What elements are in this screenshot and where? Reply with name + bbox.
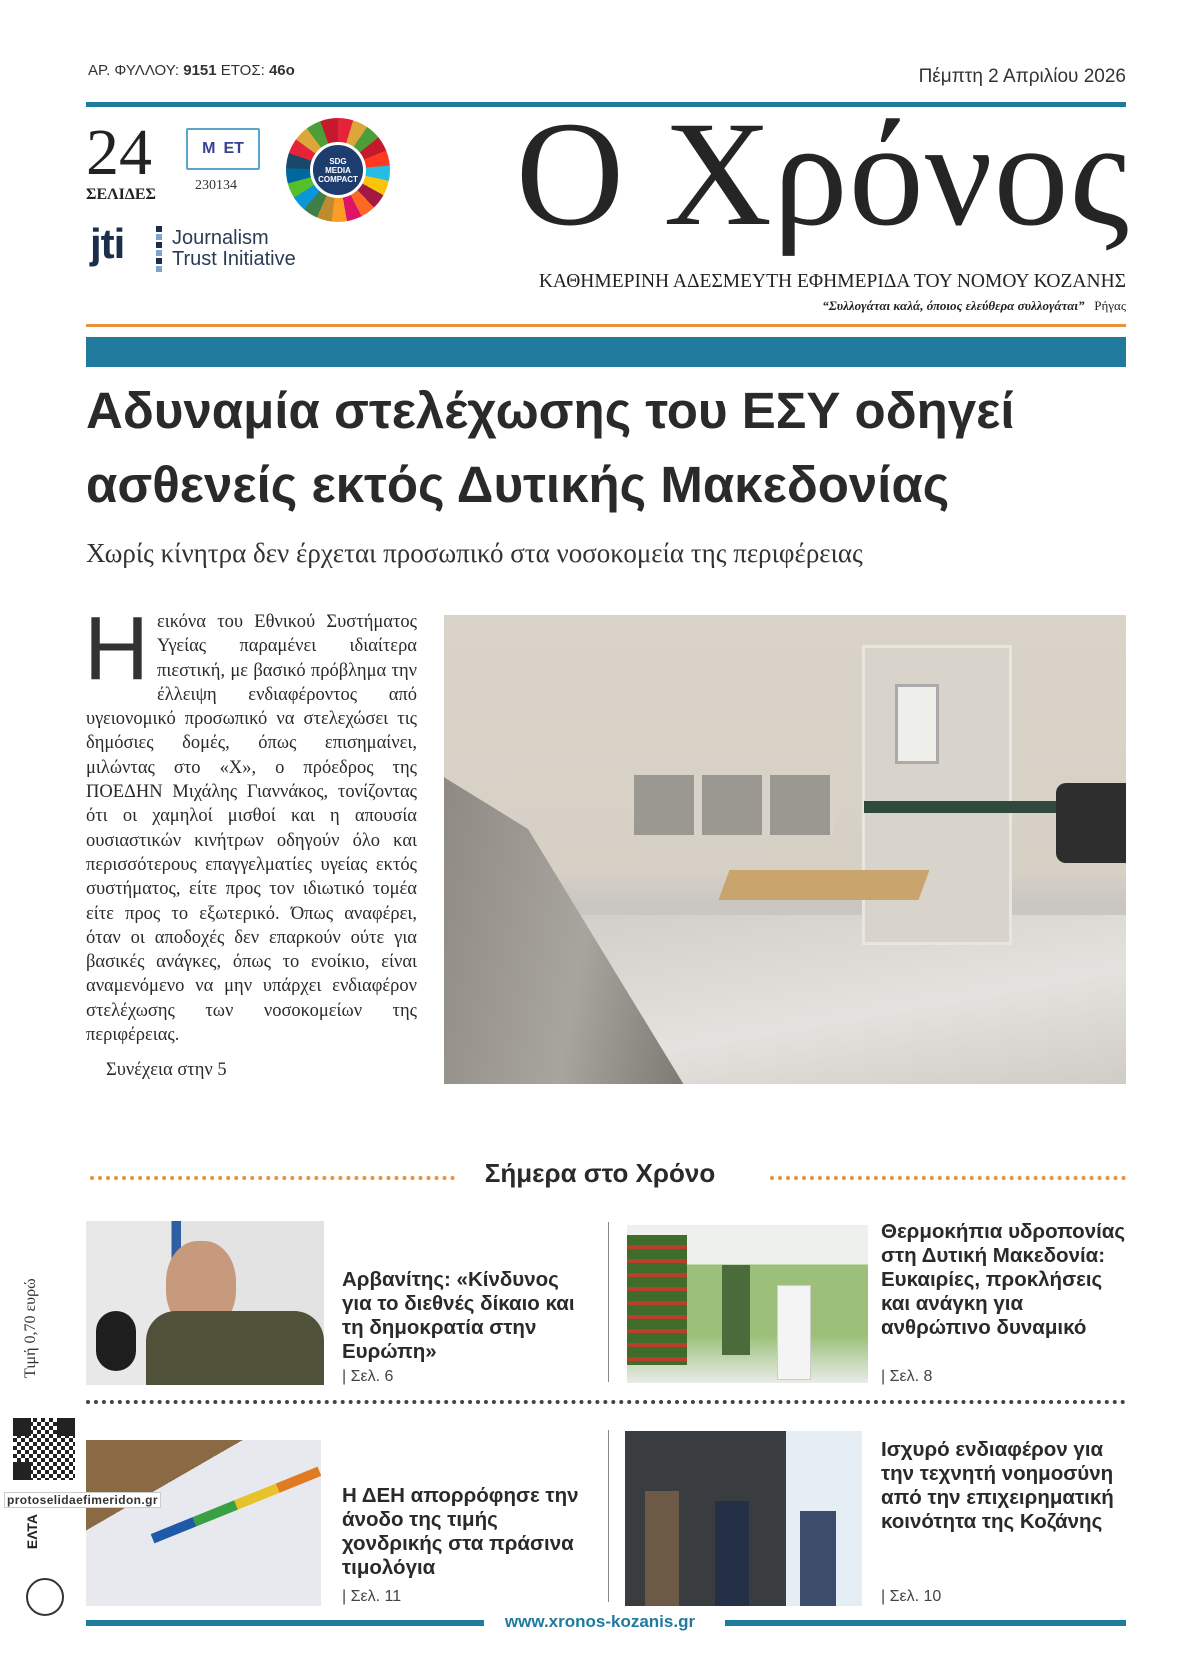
jti-line: Journalism (172, 227, 269, 249)
lead-photo-hospital-waiting-room (444, 615, 1126, 1084)
pages-count: 24 (86, 116, 152, 189)
photo-jacket (146, 1311, 324, 1385)
lead-article-body (84, 599, 417, 1047)
photo-door (862, 645, 1012, 945)
elta-logo: ΕΛΤΑ (24, 1514, 40, 1550)
photo-person (645, 1491, 679, 1606)
sdg-text: MEDIA (325, 165, 351, 175)
met-logo-left: Μ (202, 140, 216, 157)
issue-info (88, 62, 295, 79)
year-number: 46ο (268, 62, 295, 79)
photo-energy-scale (151, 1467, 321, 1544)
jti-logo: jti (90, 220, 125, 267)
motto (444, 298, 1126, 314)
photo-microphone (96, 1311, 136, 1371)
photo-worker (722, 1265, 750, 1355)
sdg-logo-center (310, 142, 366, 198)
jti-logo-bar (156, 226, 162, 272)
headline-line: ασθενείς εκτός Δυτικής Μακεδονίας (86, 456, 950, 513)
headline-line: Αδυναμία στελέχωσης του ΕΣΥ οδηγεί (86, 382, 1015, 439)
sdg-media-compact-logo (286, 118, 390, 222)
orange-rule (86, 324, 1126, 327)
photo-person (800, 1511, 836, 1606)
jti-line: Trust Initiative (172, 248, 296, 270)
watermark: protoselidaefimeridon.gr (4, 1492, 161, 1508)
teaser-photo-arvanitis[interactable] (86, 1221, 324, 1385)
lead-headline[interactable] (86, 374, 1146, 522)
seal-icon (26, 1578, 64, 1616)
photo-door-window (895, 684, 939, 764)
year-label: ΕΤΟΣ: (220, 62, 265, 79)
jti-logo-text (172, 228, 296, 270)
issue-number: 9151 (183, 62, 217, 79)
column-divider (608, 1222, 609, 1382)
teaser-page-ref: | Σελ. 11 (342, 1588, 402, 1605)
photo-armchair (1056, 783, 1126, 863)
photo-table (719, 870, 930, 900)
row-divider (86, 1400, 1126, 1404)
teaser-headline[interactable]: Ισχυρό ενδιαφέρον για την τεχνητή νοημοσύνη από την επιχειρηματική κοινότητα της Κοζάνης (881, 1438, 1114, 1533)
section-title (0, 1158, 1200, 1189)
photo-scientist (777, 1285, 811, 1380)
teaser-headline[interactable]: Αρβανίτης: «Κίνδυνος για το διεθνές δίκαιο και τη δημοκρατία στην Ευρώπη» (342, 1268, 575, 1363)
article-text: εικόνα του Εθνικού Συστήματος Υγείας παραμένει ιδιαίτερα πιεστική, με βασικό πρόβλημα την έλλειψη ενδιαφέροντος από υγειονομικό προσωπικό να στελεχώσει τις δημόσιες δομές, όπως επισημαίνει, μιλώντας στο «Χ», ο πρόεδρος της ΠΟΕΔΗΝ Μιχάλης Γιαννάκος, τονίζοντας ότι οι χαμηλοί μισθοί και η απουσία ουσιαστικών κινήτρων οδηγούν όλο και περισσότερους επαγγελματίες υγείας εκτός συστήματος, είτε προς τον ιδιωτικό τομέα είτε προς το εξωτερικό. Όπως αναφέρει, όταν οι αποδοχές δεν επαρκούν ούτε για βασικές ανάγκες, όπως το ενοίκιο, είναι αναμενόμενο να μην υπάρχει ενδιαφέρον στελέχωσης των νοσοκομείων της περιφέρειας. (86, 612, 417, 1046)
section-title-text: Σήμερα στο Χρόνο (477, 1158, 723, 1188)
photo-chairs (634, 775, 834, 835)
motto-author: Ρήγας (1094, 298, 1126, 313)
blue-bar (86, 337, 1126, 367)
continued-link[interactable]: Συνέχεια στην 5 (106, 1060, 227, 1080)
motto-text: “Συλλογάται καλά, όποιος ελεύθερα συλλογάται” (822, 298, 1085, 313)
website-link[interactable] (0, 1612, 1200, 1632)
met-logo (186, 128, 260, 170)
tagline: ΚΑΘΗΜΕΡΙΝΗ ΑΔΕΣΜΕΥΤΗ ΕΦΗΜΕΡΙΔΑ ΤΟΥ ΝΟΜΟΥ ΚΟΖΑΝΗΣ (538, 271, 1126, 292)
teaser-photo-electricity-bill[interactable] (86, 1440, 321, 1606)
photo-tomato-plants (627, 1235, 687, 1365)
issue-label: ΑΡ. ΦΥΛΛΟΥ: (88, 62, 180, 79)
teaser-page-ref: | Σελ. 8 (881, 1368, 933, 1385)
teaser-headline[interactable]: Η ΔΕΗ απορρόφησε την άνοδο της τιμής χονδρικής στα πράσινα τιμολόγια (342, 1484, 579, 1579)
price-label: Τιμή 0,70 ευρώ (22, 1278, 39, 1378)
teaser-photo-greenhouse[interactable] (627, 1225, 868, 1383)
lead-subheadline: Χωρίς κίνητρα δεν έρχεται προσωπικό στα νοσοκομεία της περιφέρειας (86, 538, 863, 568)
photo-person (715, 1501, 749, 1606)
qr-code-icon[interactable] (13, 1418, 75, 1480)
teaser-page-ref: | Σελ. 6 (342, 1368, 394, 1385)
met-logo-right: ΕΤ (223, 140, 244, 157)
pages-label: ΣΕΛΙΔΕΣ (86, 186, 156, 203)
teaser-headline[interactable]: Θερμοκήπια υδροπονίας στη Δυτική Μακεδονία: Ευκαιρίες, προκλήσεις και ανάγκη για ανθρώπινο δυναμικό (881, 1220, 1126, 1339)
teaser-photo-ai-event[interactable] (625, 1431, 862, 1606)
publication-date: Πέμπτη 2 Απριλίου 2026 (918, 66, 1126, 87)
teaser-page-ref: | Σελ. 10 (881, 1588, 942, 1605)
sdg-text: SDG (329, 156, 347, 166)
met-number: 230134 (195, 178, 237, 193)
website-text[interactable]: www.xronos-kozanis.gr (504, 1612, 696, 1631)
column-divider (608, 1430, 609, 1602)
drop-cap: Η (84, 599, 149, 699)
masthead: Ο Χρόνος (515, 91, 1130, 257)
sdg-text: COMPACT (318, 174, 358, 184)
